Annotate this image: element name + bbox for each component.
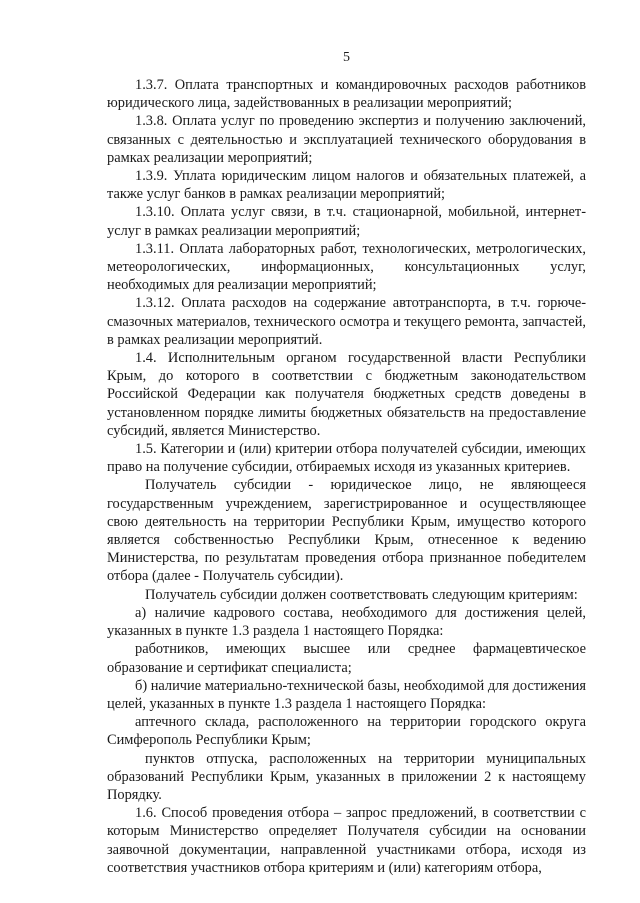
document-body <box>107 76 586 877</box>
paragraph-criterion-b: б) наличие материально-технической базы, необходимой для достижения целей, указанных в пункте 1.3 раздела 1 настоящего Порядка: <box>107 677 586 712</box>
paragraph-staff: работников, имеющих высшее или среднее фармацевтическое образование и сертификат специалиста; <box>107 641 586 676</box>
paragraph-1-4: 1.4. Исполнительным органом государственной власти Республики Крым, до которого в соответствии с бюджетным законодательством Российской Федерации как получателя бюджетных средств доведены в установленном порядке лимиты бюджетных обязательств на предоставление субсидий, является Министерство. <box>107 350 586 439</box>
paragraph-1-3-12: 1.3.12. Оплата расходов на содержание автотранспорта, в т.ч. горюче-смазочных материалов, технического осмотра и текущего ремонта, запчастей, в рамках реализации мероприятий. <box>107 295 586 348</box>
paragraph-dispensing-points: пунктов отпуска, расположенных на территории муниципальных образований Республики Крым, указанных в приложении 2 к настоящему Порядку. <box>107 750 586 803</box>
paragraph-1-6: 1.6. Способ проведения отбора – запрос предложений, в соответствии с которым Министерство определяет Получателя субсидии на основании заявочной документации, направленной участниками отбора, исходя из соответствия участников отбора критериям и (или) категориям отбора, <box>107 805 586 876</box>
paragraph-1-3-10: 1.3.10. Оплата услуг связи, в т.ч. стационарной, мобильной, интернет-услуг в рамках реализации мероприятий; <box>107 204 586 239</box>
page-number: 5 <box>343 50 350 65</box>
paragraph-criteria-intro: Получатель субсидии должен соответствовать следующим критериям: <box>145 586 578 603</box>
paragraph-1-3-11: 1.3.11. Оплата лабораторных работ, технологических, метрологических, метеорологических, информационных, консультационных услуг, необходимых для реализации мероприятий; <box>107 240 586 294</box>
paragraph-1-3-9: 1.3.9. Уплата юридическим лицом налогов и обязательных платежей, а также услуг банков в рамках реализации мероприятий; <box>107 168 586 203</box>
paragraph-1-3-7: 1.3.7. Оплата транспортных и командировочных расходов работников юридического лица, задействованных в реализации мероприятий; <box>107 77 586 112</box>
paragraph-warehouse: аптечного склада, расположенного на территории городского округа Симферополь Республики Крым; <box>107 714 586 749</box>
paragraph-1-5: 1.5. Категории и (или) критерии отбора получателей субсидии, имеющих право на получение субсидии, отбираемых исходя из указанных критериев. <box>107 441 586 476</box>
paragraph-recipient-definition: Получатель субсидии - юридическое лицо, не являющееся государственным учреждением, зарегистрированное и осуществляющее свою деятельность на территории Республики Крым, имущество которого является собственностью Республики Крым, отнесенное к ведению Министерства, по результатам проведения отбора признанное победителем отбора (далее - Получатель субсидии). <box>107 477 586 585</box>
paragraph-1-3-8: 1.3.8. Оплата услуг по проведению экспертиз и получению заключений, связанных с деятельностью и эксплуатацией технического оборудования в рамках реализации мероприятий; <box>107 113 586 166</box>
paragraph-criterion-a: а) наличие кадрового состава, необходимого для достижения целей, указанных в пункте 1.3 раздела 1 настоящего Порядка: <box>107 604 586 640</box>
